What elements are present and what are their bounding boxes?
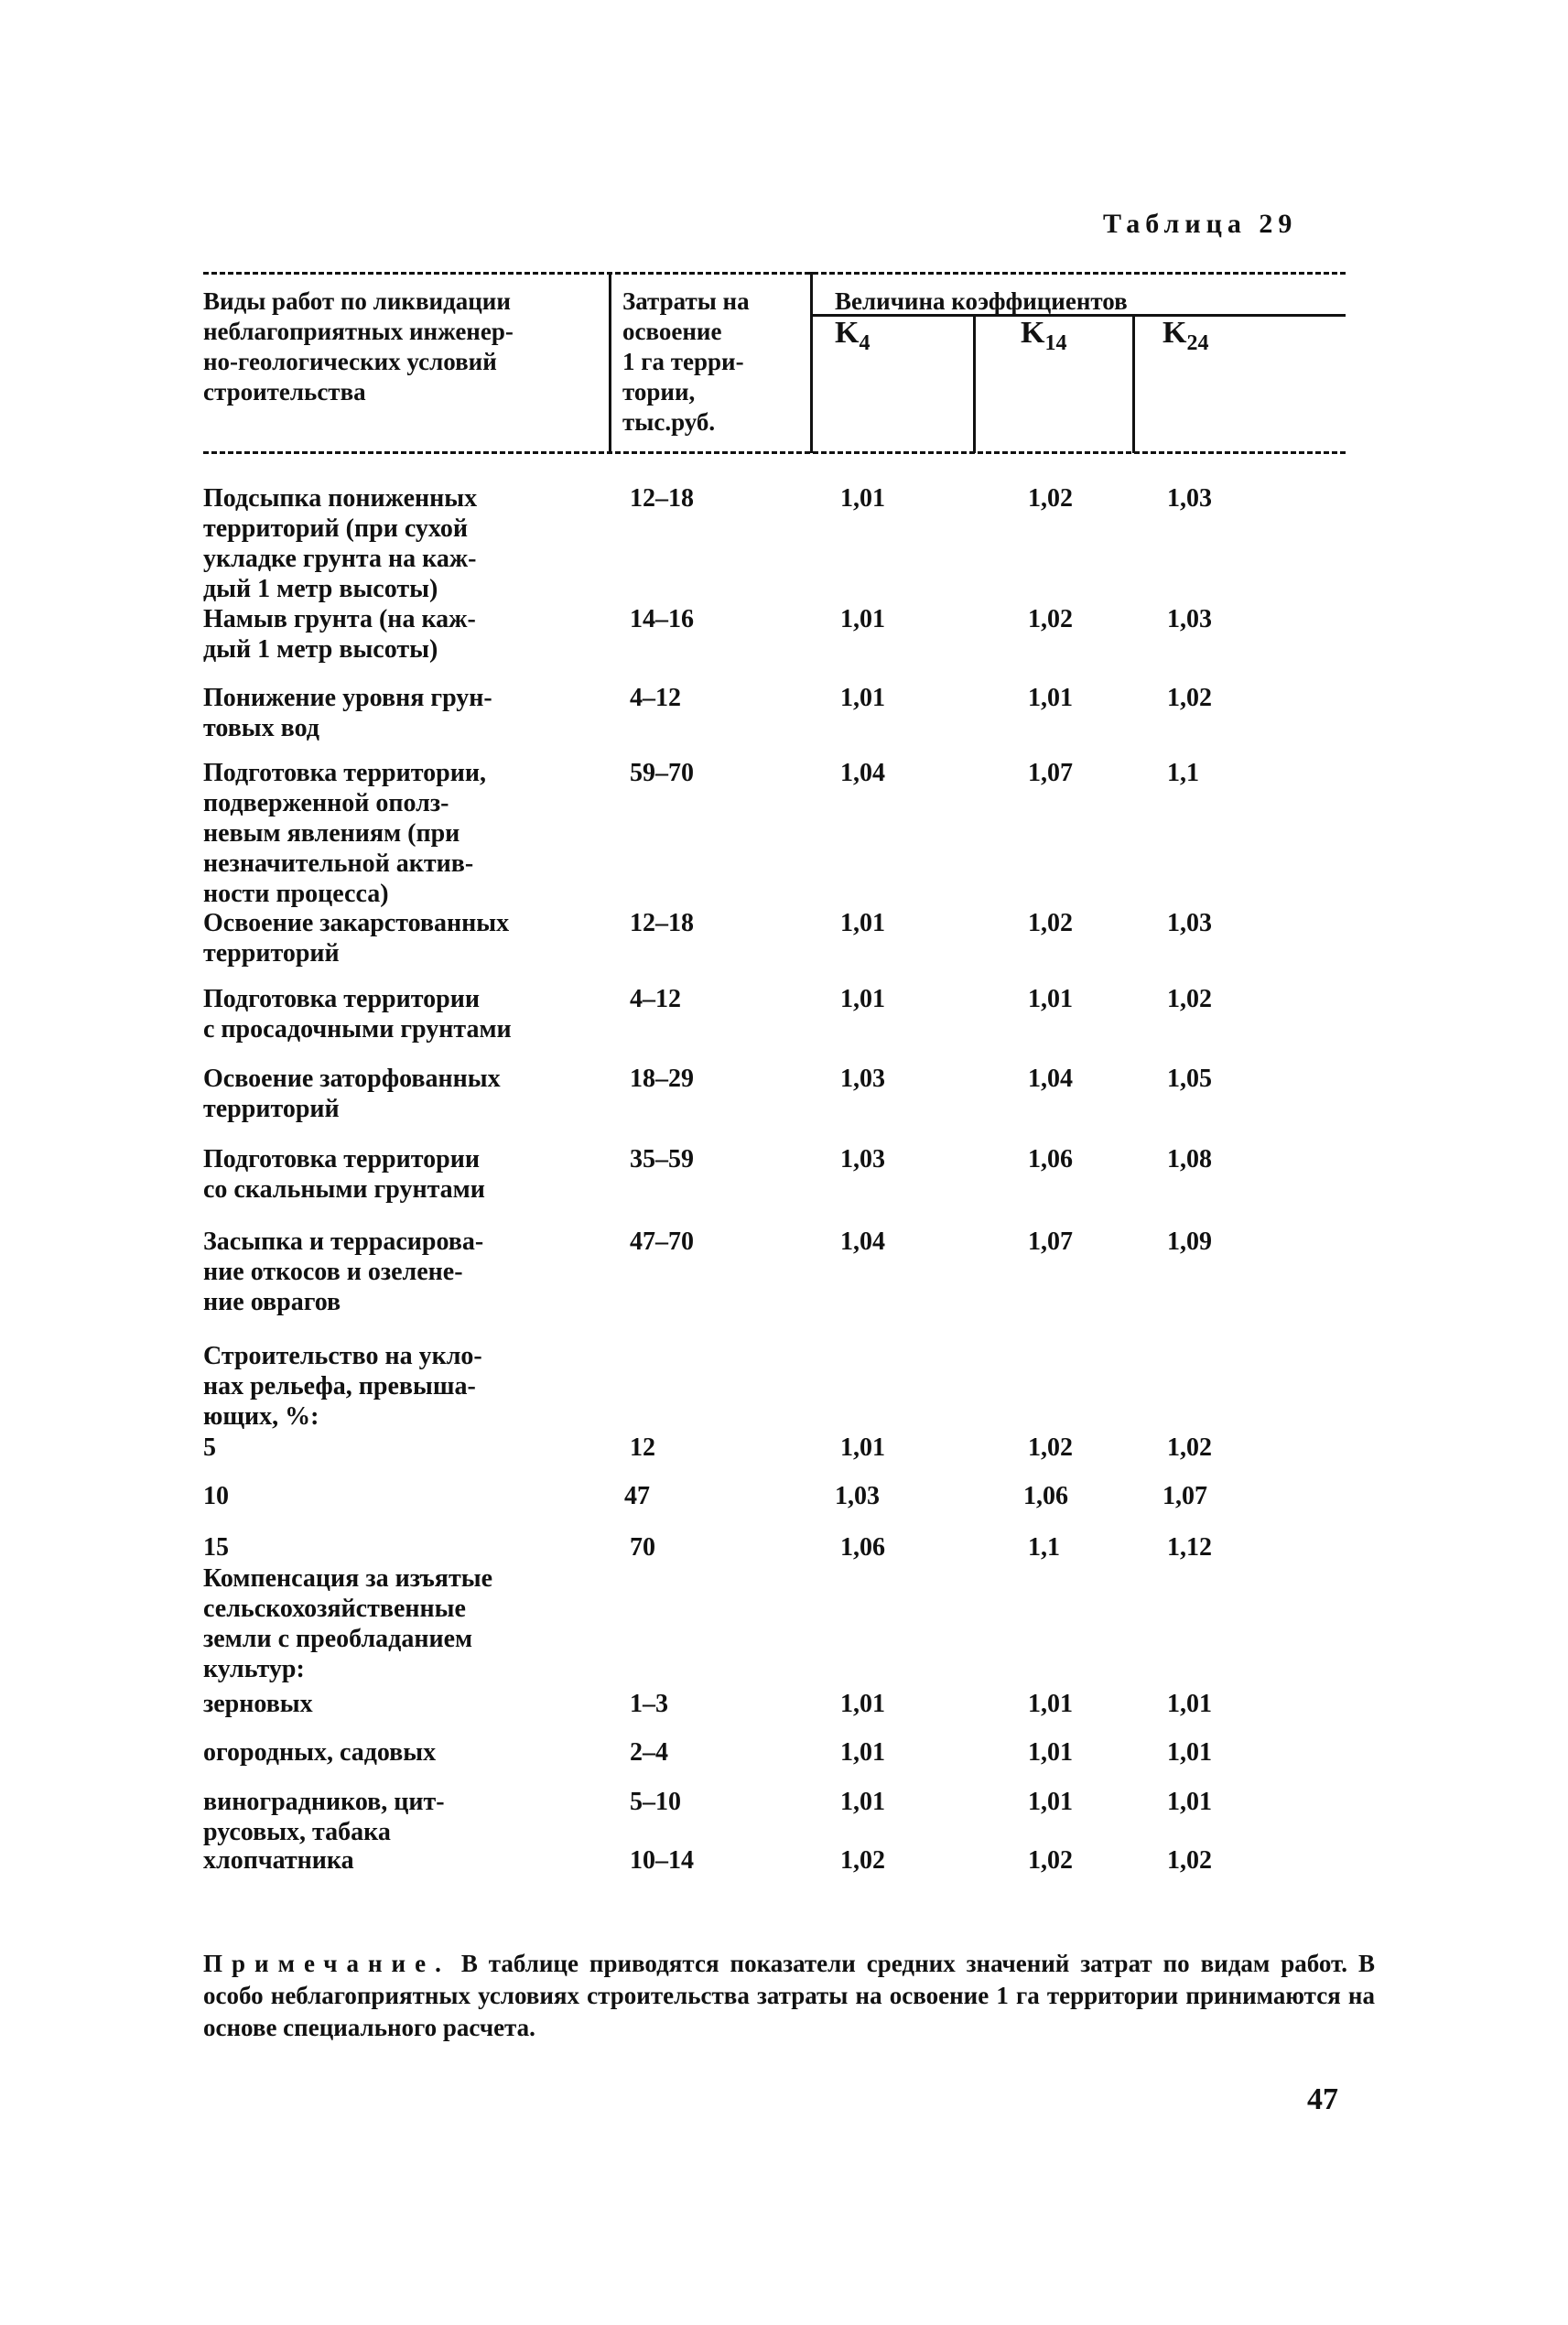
table-note	[203, 1948, 1375, 2044]
cost: 12–18	[630, 909, 694, 937]
work-type: 15	[203, 1533, 229, 1562]
k4-value: 1,02	[840, 1846, 885, 1875]
work-type: Строительство на укло- нах рельефа, превыша- ющих, %:	[203, 1342, 482, 1431]
cost: 10–14	[630, 1846, 694, 1875]
k4-value: 1,01	[840, 684, 885, 712]
k4-value: 1,01	[840, 1433, 885, 1462]
k4-value: 1,01	[840, 1788, 885, 1816]
k24-value: 1,1	[1167, 759, 1199, 787]
k24-value: 1,02	[1167, 1846, 1212, 1875]
k24-value: 1,12	[1167, 1533, 1212, 1562]
cost: 12	[630, 1433, 655, 1462]
cost: 59–70	[630, 759, 694, 787]
work-type: Освоение заторфованных территорий	[203, 1065, 501, 1123]
k14-value: 1,01	[1028, 684, 1073, 712]
header-coefficients: Величина коэффициентов	[835, 287, 1128, 315]
work-type: Подготовка территории со скальными грунтами	[203, 1145, 485, 1204]
k24-value: 1,03	[1167, 605, 1212, 633]
work-type: 10	[203, 1482, 229, 1510]
k14-value: 1,02	[1028, 605, 1073, 633]
cost: 47–70	[630, 1227, 694, 1256]
work-type: виноградников, цит- русовых, табака	[203, 1788, 445, 1846]
cost: 1–3	[630, 1690, 668, 1718]
k24-value: 1,01	[1167, 1788, 1212, 1816]
header-divider-4	[1132, 314, 1135, 453]
work-type: Освоение закарстованных территорий	[203, 909, 510, 968]
k14-value: 1,02	[1028, 484, 1073, 513]
note-label: Примечание.	[203, 1950, 450, 1977]
k4-value: 1,04	[840, 759, 885, 787]
header-work-types: Виды работ по ликвидации неблагоприятных инженер- но-геологических условий строительства	[203, 287, 514, 406]
header-k14: $K_{14}$	[1021, 316, 1067, 355]
header-divider-1	[609, 272, 611, 453]
k14-value: 1,07	[1028, 1227, 1073, 1256]
header-divider-3	[973, 314, 976, 453]
cost: 18–29	[630, 1065, 694, 1093]
k24-value: 1,05	[1167, 1065, 1212, 1093]
k14-value: 1,01	[1028, 985, 1073, 1013]
table-title: Таблица 29	[1103, 209, 1298, 239]
header-k24: $K_{24}$	[1162, 316, 1209, 355]
header-divider-2	[810, 272, 813, 453]
header-k4: $K_4$	[835, 316, 871, 355]
work-type: хлопчатника	[203, 1846, 354, 1875]
k14-value: 1,07	[1028, 759, 1073, 787]
k4-value: 1,01	[840, 985, 885, 1013]
k24-value: 1,01	[1167, 1690, 1212, 1718]
work-type: огородных, садовых	[203, 1738, 437, 1767]
k4-value: 1,06	[840, 1533, 885, 1562]
k4-value: 1,01	[840, 1690, 885, 1718]
k14-value: 1,01	[1028, 1788, 1073, 1816]
cost: 5–10	[630, 1788, 681, 1816]
k4-value: 1,03	[840, 1065, 885, 1093]
work-type: зерновых	[203, 1690, 313, 1718]
k14-value: 1,06	[1028, 1145, 1073, 1173]
page-number: 47	[1307, 2082, 1338, 2116]
k4-value: 1,01	[840, 1738, 885, 1767]
cost: 4–12	[630, 684, 681, 712]
k4-value: 1,04	[840, 1227, 885, 1256]
k24-value: 1,09	[1167, 1227, 1212, 1256]
cost: 70	[630, 1533, 655, 1562]
work-type: Подготовка территории, подверженной ополз- невым явлениям (при незначительной актив- ности процесса)	[203, 759, 486, 908]
k24-value: 1,08	[1167, 1145, 1212, 1173]
cost: 47	[624, 1482, 650, 1510]
k4-value: 1,03	[835, 1482, 880, 1510]
k14-value: 1,04	[1028, 1065, 1073, 1093]
work-type: 5	[203, 1433, 216, 1462]
work-type: Компенсация за изъятые сельскохозяйственные земли с преобладанием культур:	[203, 1564, 492, 1683]
header-bottom-rule	[203, 451, 1346, 454]
work-type: Подсыпка пониженных территорий (при сухой укладке грунта на каж- дый 1 метр высоты)	[203, 484, 478, 603]
k14-value: 1,02	[1028, 1433, 1073, 1462]
k24-value: 1,02	[1167, 1433, 1212, 1462]
k14-value: 1,06	[1023, 1482, 1068, 1510]
work-type: Подготовка территории с просадочными грунтами	[203, 985, 512, 1044]
header-top-rule	[203, 272, 1346, 275]
k4-value: 1,01	[840, 605, 885, 633]
k24-value: 1,01	[1167, 1738, 1212, 1767]
cost: 2–4	[630, 1738, 668, 1767]
k24-value: 1,02	[1167, 684, 1212, 712]
k4-value: 1,01	[840, 484, 885, 513]
k14-value: 1,01	[1028, 1738, 1073, 1767]
cost: 4–12	[630, 985, 681, 1013]
k14-value: 1,01	[1028, 1690, 1073, 1718]
k4-value: 1,03	[840, 1145, 885, 1173]
header-costs: Затраты на освоение 1 га терри- тории, тыс.руб.	[622, 287, 750, 436]
k24-value: 1,03	[1167, 909, 1212, 937]
cost: 12–18	[630, 484, 694, 513]
k14-value: 1,02	[1028, 909, 1073, 937]
cost: 35–59	[630, 1145, 694, 1173]
k4-value: 1,01	[840, 909, 885, 937]
k14-value: 1,1	[1028, 1533, 1060, 1562]
k24-value: 1,03	[1167, 484, 1212, 513]
work-type: Понижение уровня грун- товых вод	[203, 684, 492, 742]
k24-value: 1,02	[1167, 985, 1212, 1013]
cost: 14–16	[630, 605, 694, 633]
k24-value: 1,07	[1162, 1482, 1207, 1510]
work-type: Засыпка и террасирова- ние откосов и озелене- ние оврагов	[203, 1227, 484, 1316]
note-text: В таблице приводятся показатели средних значений затрат по видам работ. В особо неблагоприятных условиях строительства затраты на освоение 1 га территории принимаются на основе специального расчета.	[203, 1950, 1375, 2041]
work-type: Намыв грунта (на каж- дый 1 метр высоты)	[203, 605, 476, 664]
k14-value: 1,02	[1028, 1846, 1073, 1875]
